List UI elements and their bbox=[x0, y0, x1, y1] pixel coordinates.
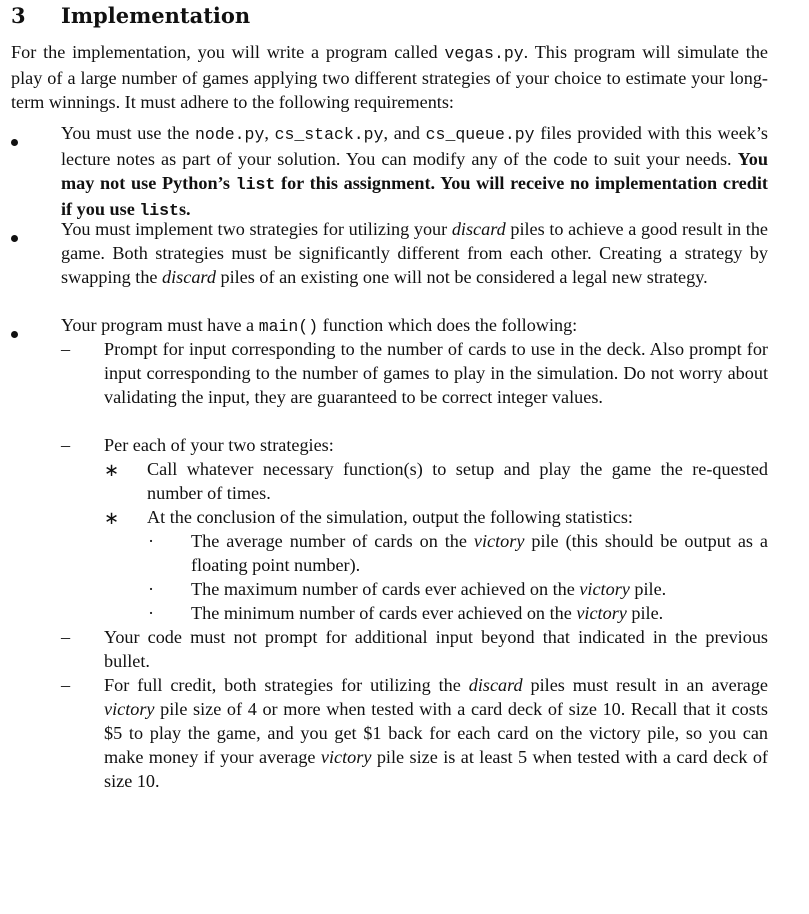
bullet-icon bbox=[11, 320, 18, 344]
sub-item-no-extra-input: Your code must not prompt for additional input beyond that indicated in the previous bullet. bbox=[104, 627, 768, 672]
warning-text: You may not use Python’s list for this assignment. You will receive no implementation credit if you use lists. bbox=[61, 149, 768, 221]
requirement-bullet-1: You must use the node.py, cs_stack.py, and cs_queue.py files provided with this week’s lecture notes as part of your solution. You can modify any of the code to suit your needs. You may not use Python’s list for this assignment. You will receive no implementation credit if you use lists. bbox=[61, 123, 768, 221]
dash-marker: – bbox=[61, 339, 71, 359]
stat-maximum: The maximum number of cards ever achieved on the victory pile. bbox=[191, 579, 667, 599]
middot-marker: · bbox=[148, 603, 155, 623]
sub-item-full-credit: For full credit, both strategies for utilizing the discard piles must result in an average victory pile size of 4 or more when tested with a card deck of size 10. Recall that it costs $5 to play the game, and you get $1 back for each card on the victory pile, so you can make money if your average victory pile size is at least 5 when tested with a card deck of size 10. bbox=[104, 675, 768, 792]
section-title: Implementation bbox=[61, 3, 251, 28]
sub-item-output-stats: At the conclusion of the simulation, output the following statistics: bbox=[147, 507, 633, 527]
requirement-bullet-2: You must implement two strategies for utilizing your discard piles to achieve a good result in the game. Both strategies must be significantly different from each other. Creating a strategy by swapping the discard piles of an existing one will not be considered a legal new strategy. bbox=[61, 219, 768, 288]
filename-cs-stack: cs_stack.py bbox=[274, 125, 384, 144]
sub-item-per-strategy: Per each of your two strategies: bbox=[104, 435, 334, 455]
filename-vegas: vegas.py bbox=[444, 44, 524, 63]
intro-paragraph bbox=[11, 40, 768, 114]
requirement-bullet-3: Your program must have a main() function which does the following: bbox=[61, 315, 578, 336]
section-number: 3 bbox=[11, 3, 26, 28]
main-function: main() bbox=[258, 317, 319, 336]
stat-average: The average number of cards on the victory pile (this should be output as a floating point number). bbox=[191, 531, 768, 576]
middot-marker: · bbox=[148, 579, 155, 599]
sub-item-call-functions: Call whatever necessary function(s) to setup and play the game the re-quested number of times. bbox=[147, 459, 768, 504]
star-marker: ∗ bbox=[104, 460, 120, 480]
bullet-icon bbox=[11, 128, 18, 152]
stat-minimum: The minimum number of cards ever achieved on the victory pile. bbox=[191, 603, 664, 623]
sub-item-prompt-input: Prompt for input corresponding to the number of cards to use in the deck. Also prompt for input corresponding to the number of games to play in the simulation. Do not worry about validating the input, they are guaranteed to be correct integer values. bbox=[104, 339, 768, 408]
bullet-icon bbox=[11, 224, 18, 248]
filename-cs-queue: cs_queue.py bbox=[425, 125, 535, 144]
middot-marker: · bbox=[148, 531, 155, 551]
star-marker: ∗ bbox=[104, 508, 120, 528]
filename-node: node.py bbox=[195, 125, 265, 144]
dash-marker: – bbox=[61, 675, 71, 695]
intro-text: For the implementation, you will write a program called bbox=[11, 42, 445, 62]
dash-marker: – bbox=[61, 435, 71, 455]
section-heading bbox=[11, 2, 768, 30]
dash-marker: – bbox=[61, 627, 71, 647]
intro-text: . This program will simulate the play of a large number of games applying two different strategies of your choice to estimate your long-term winnings. It must adhere to the following requirements: bbox=[11, 42, 768, 113]
